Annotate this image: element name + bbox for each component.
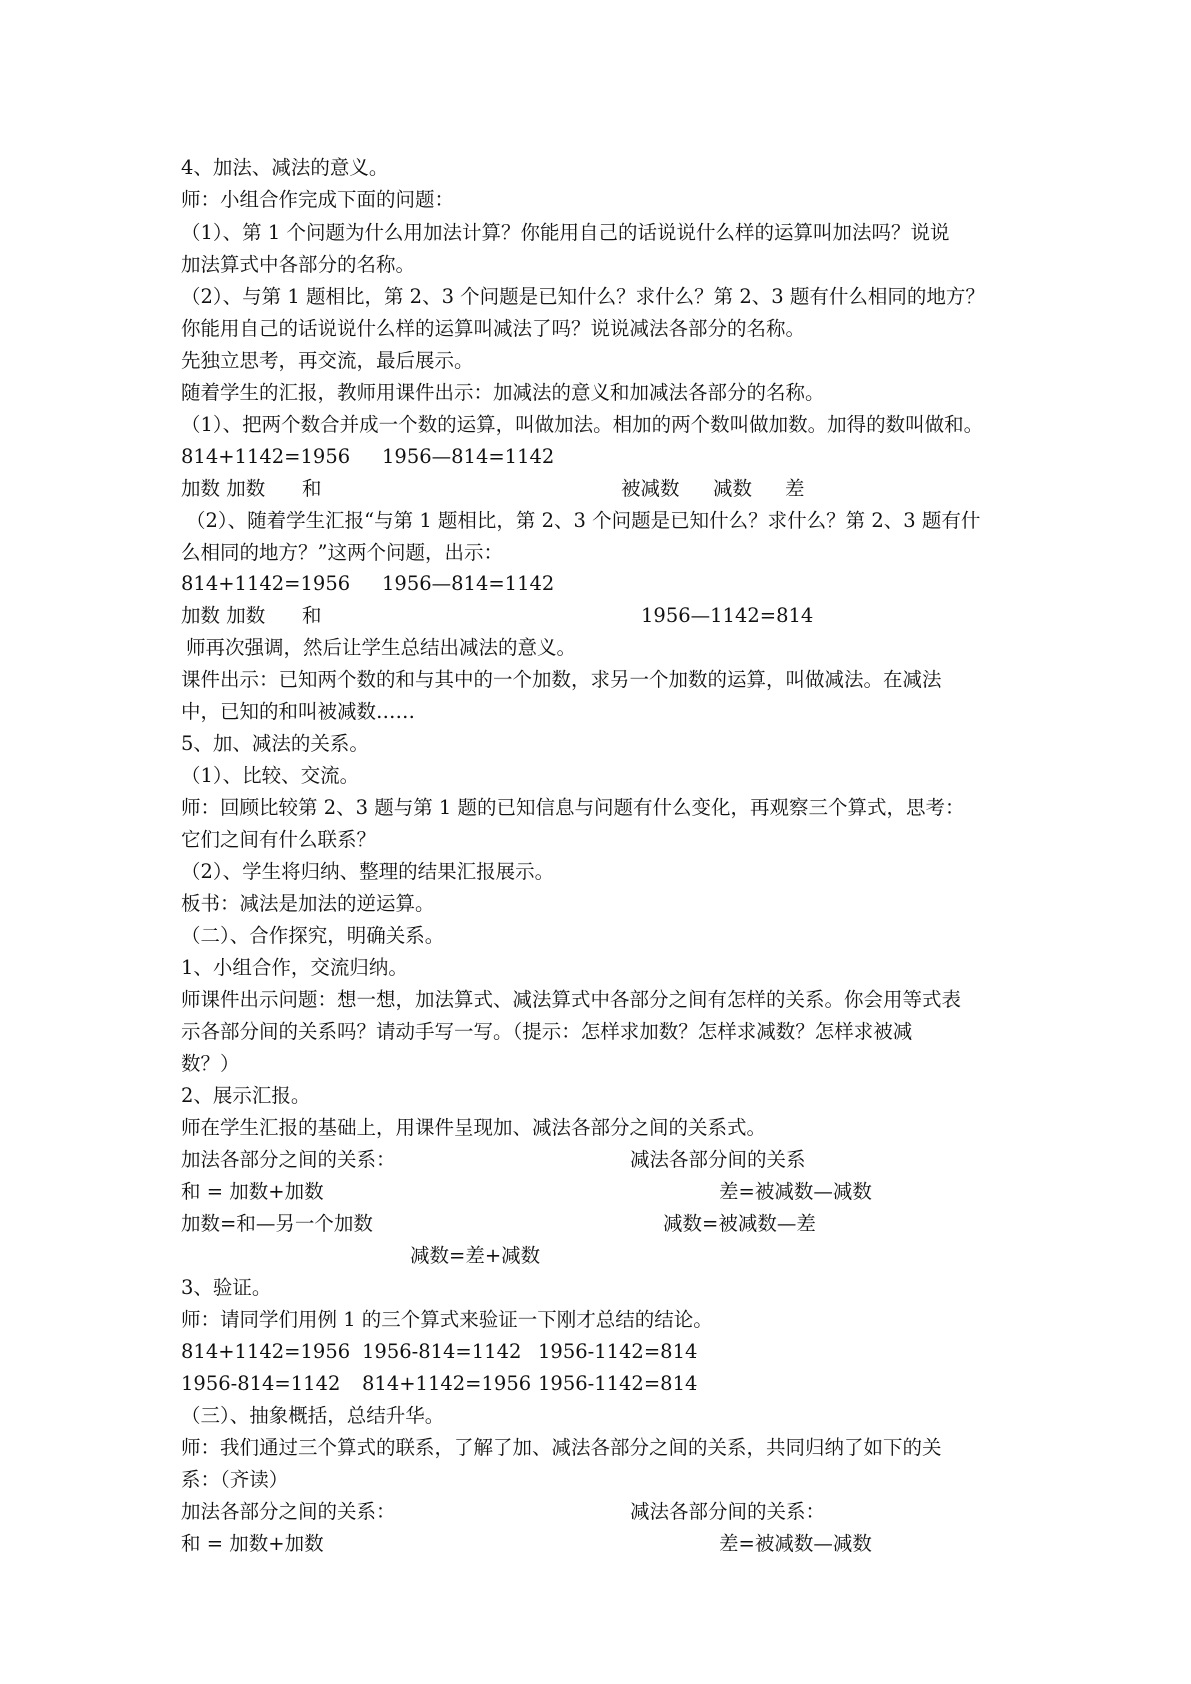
relation-formula: 加数=和—另一个加数: [181, 1212, 373, 1235]
paragraph: 板书：减法是加法的逆运算。: [181, 892, 435, 915]
paragraph: 师：小组合作完成下面的问题：: [181, 188, 455, 211]
equation: 1956-1142=814: [538, 1372, 698, 1395]
relation-heading: 减法各部分间的关系：: [630, 1500, 826, 1523]
paragraph: （1）、把两个数合并成一个数的运算，叫做加法。相加的两个数叫做加数。加得的数叫做和。: [181, 413, 984, 436]
equation: 814+1142=1956: [181, 445, 351, 468]
paragraph: 么相同的地方？”这两个问题，出示：: [181, 541, 503, 564]
equation: 1956-1142=814: [538, 1340, 698, 1363]
paragraph: 2、展示汇报。: [181, 1084, 311, 1107]
relation-formula: 差=被减数—减数: [719, 1180, 872, 1203]
heading-section-two: （二）、合作探究，明确关系。: [181, 924, 445, 947]
relation-heading: 加法各部分之间的关系：: [181, 1500, 396, 1523]
equation: 814+1142=1956: [362, 1372, 532, 1395]
paragraph: 先独立思考，再交流，最后展示。: [181, 349, 474, 372]
paragraph: 中，已知的和叫被减数……: [181, 700, 416, 723]
heading-relation: 5、加、减法的关系。: [181, 732, 369, 755]
paragraph: 你能用自己的话说说什么样的运算叫减法了吗？说说减法各部分的名称。: [181, 317, 806, 340]
paragraph: （2）、与第 1 题相比，第 2、3 个问题是已知什么？求什么？第 2、3 题有什么相同的地方？: [181, 285, 985, 308]
paragraph: 师再次强调，然后让学生总结出减法的意义。: [186, 636, 577, 659]
paragraph: （1）、比较、交流。: [181, 764, 360, 787]
equation: 1956-814=1142: [362, 1340, 522, 1363]
relation-formula: 减数=被减数—差: [663, 1212, 816, 1235]
paragraph: 系：（齐读）: [181, 1468, 289, 1491]
relation-heading: 减法各部分间的关系: [630, 1148, 806, 1171]
paragraph: 1、小组合作，交流归纳。: [181, 956, 408, 979]
relation-heading: 加法各部分之间的关系：: [181, 1148, 396, 1171]
paragraph: 随着学生的汇报，教师用课件出示：加减法的意义和加减法各部分的名称。: [181, 381, 825, 404]
paragraph: 示各部分间的关系吗？请动手写一写。（提示：怎样求加数？怎样求减数？怎样求被减: [181, 1020, 913, 1043]
term-label: 减数: [713, 477, 753, 500]
term-label: 被减数: [621, 477, 680, 500]
paragraph: 师：我们通过三个算式的联系，了解了加、减法各部分之间的关系，共同归纳了如下的关: [181, 1436, 942, 1459]
paragraph: 数？）: [181, 1052, 240, 1075]
term-label: 差: [785, 477, 805, 500]
paragraph: 师：请同学们用例 1 的三个算式来验证一下刚才总结的结论。: [181, 1308, 713, 1331]
paragraph: 师在学生汇报的基础上，用课件呈现加、减法各部分之间的关系式。: [181, 1116, 767, 1139]
paragraph: （2）、学生将归纳、整理的结果汇报展示。: [181, 860, 555, 883]
equation: 814+1142=1956: [181, 1340, 351, 1363]
paragraph: 师课件出示问题：想一想，加法算式、减法算式中各部分之间有怎样的关系。你会用等式表: [181, 988, 962, 1011]
relation-formula: 差=被减数—减数: [719, 1532, 872, 1555]
term-label: 和: [302, 604, 322, 627]
term-label: 加数 加数: [181, 604, 266, 627]
heading-addition-subtraction-meaning: 4、加法、减法的意义。: [181, 156, 389, 179]
equation: 814+1142=1956: [181, 572, 351, 595]
paragraph: 师：回顾比较第 2、3 题与第 1 题的已知信息与问题有什么变化，再观察三个算式，思考：: [181, 796, 965, 819]
equation: 1956—814=1142: [382, 445, 555, 468]
relation-formula: 减数=差+减数: [410, 1244, 541, 1267]
paragraph: 加法算式中各部分的名称。: [181, 253, 416, 276]
equation: 1956—814=1142: [382, 572, 555, 595]
paragraph: 它们之间有什么联系？: [181, 828, 377, 851]
term-label: 加数 加数: [181, 477, 266, 500]
relation-formula: 和 = 加数+加数: [181, 1180, 324, 1203]
relation-formula: 和 = 加数+加数: [181, 1532, 324, 1555]
paragraph: （1）、第 1 个问题为什么用加法计算？你能用自己的话说说什么样的运算叫加法吗？说说: [181, 221, 950, 244]
equation: 1956-814=1142: [181, 1372, 341, 1395]
term-label: 和: [302, 477, 322, 500]
paragraph: （2）、随着学生汇报“与第 1 题相比，第 2、3 个问题是已知什么？求什么？第 2、3 题有什: [186, 509, 981, 532]
heading-verify: 3、验证。: [181, 1276, 272, 1299]
paragraph: 课件出示：已知两个数的和与其中的一个加数，求另一个加数的运算，叫做减法。在减法: [181, 668, 942, 691]
heading-section-three: （三）、抽象概括，总结升华。: [181, 1404, 445, 1427]
equation: 1956—1142=814: [641, 604, 814, 627]
